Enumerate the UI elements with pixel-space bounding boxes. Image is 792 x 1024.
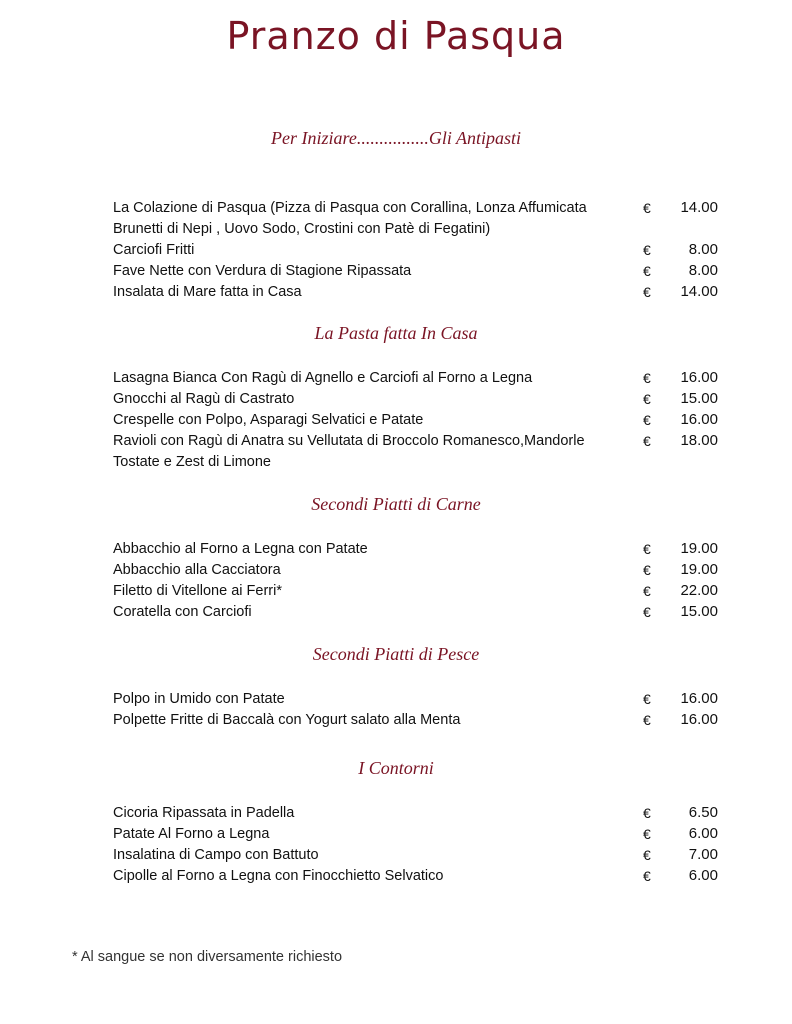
- footnote: * Al sangue se non diversamente richiesto: [72, 949, 343, 965]
- item-name: Polpo in Umido con Patate: [113, 691, 285, 707]
- item-name: Crespelle con Polpo, Asparagi Selvatici e Patate: [113, 412, 424, 428]
- item-price: 16.00: [680, 411, 718, 428]
- currency-symbol: €: [643, 370, 651, 386]
- section-heading: Per Iniziare................Gli Antipasti: [271, 128, 521, 148]
- item-price: 18.00: [680, 432, 718, 449]
- section-heading: La Pasta fatta In Casa: [314, 323, 478, 343]
- item-price: 22.00: [680, 582, 718, 599]
- item-name: Cipolle al Forno a Legna con Finocchietto Selvatico: [113, 868, 444, 884]
- item-name: Brunetti di Nepi , Uovo Sodo, Crostini con Patè di Fegatini): [113, 221, 491, 237]
- item-price: 15.00: [680, 603, 718, 620]
- currency-symbol: €: [643, 583, 651, 599]
- currency-symbol: €: [643, 868, 651, 884]
- section-heading: Secondi Piatti di Pesce: [312, 644, 480, 664]
- currency-symbol: €: [643, 691, 651, 707]
- section-heading: I Contorni: [358, 758, 434, 778]
- item-price: 16.00: [680, 690, 718, 707]
- currency-symbol: €: [643, 391, 651, 407]
- item-price: 19.00: [680, 561, 718, 578]
- item-name: Carciofi Fritti: [113, 242, 195, 258]
- currency-symbol: €: [643, 562, 651, 578]
- item-name: Abbacchio alla Cacciatora: [113, 562, 281, 578]
- item-price: 6.50: [688, 804, 718, 821]
- item-price: 16.00: [680, 369, 718, 386]
- currency-symbol: €: [643, 284, 651, 300]
- currency-symbol: €: [643, 200, 651, 216]
- item-name: Polpette Fritte di Baccalà con Yogurt salato alla Menta: [113, 712, 461, 728]
- currency-symbol: €: [643, 712, 651, 728]
- currency-symbol: €: [643, 242, 651, 258]
- item-price: 7.00: [688, 846, 718, 863]
- currency-symbol: €: [643, 541, 651, 557]
- item-name: Patate Al Forno a Legna: [113, 826, 270, 842]
- item-price: 19.00: [680, 540, 718, 557]
- item-price: 8.00: [688, 262, 718, 279]
- item-name: Gnocchi al Ragù di Castrato: [113, 391, 295, 407]
- item-name: La Colazione di Pasqua (Pizza di Pasqua con Corallina, Lonza Affumicata: [113, 200, 587, 216]
- page-title: Pranzo di Pasqua: [226, 14, 566, 58]
- item-name: Lasagna Bianca Con Ragù di Agnello e Carciofi al Forno a Legna: [113, 370, 533, 386]
- currency-symbol: €: [643, 847, 651, 863]
- item-price: 15.00: [680, 390, 718, 407]
- item-price: 6.00: [688, 867, 718, 884]
- currency-symbol: €: [643, 412, 651, 428]
- item-name: Cicoria Ripassata in Padella: [113, 805, 295, 821]
- item-price: 8.00: [688, 241, 718, 258]
- item-price: 14.00: [680, 283, 718, 300]
- item-price: 14.00: [680, 199, 718, 216]
- section-heading: Secondi Piatti di Carne: [311, 494, 481, 514]
- item-name: Tostate e Zest di Limone: [113, 454, 271, 470]
- item-name: Ravioli con Ragù di Anatra su Vellutata di Broccolo Romanesco,Mandorle: [113, 433, 585, 449]
- item-name: Insalatina di Campo con Battuto: [113, 847, 319, 863]
- item-price: 16.00: [680, 711, 718, 728]
- item-price: 6.00: [688, 825, 718, 842]
- item-name: Abbacchio al Forno a Legna con Patate: [113, 541, 368, 557]
- currency-symbol: €: [643, 604, 651, 620]
- item-name: Fave Nette con Verdura di Stagione Ripassata: [113, 263, 412, 279]
- currency-symbol: €: [643, 805, 651, 821]
- item-name: Filetto di Vitellone ai Ferri*: [113, 583, 282, 599]
- item-name: Insalata di Mare fatta in Casa: [113, 284, 302, 300]
- item-name: Coratella con Carciofi: [113, 604, 252, 620]
- currency-symbol: €: [643, 826, 651, 842]
- currency-symbol: €: [643, 433, 651, 449]
- currency-symbol: €: [643, 263, 651, 279]
